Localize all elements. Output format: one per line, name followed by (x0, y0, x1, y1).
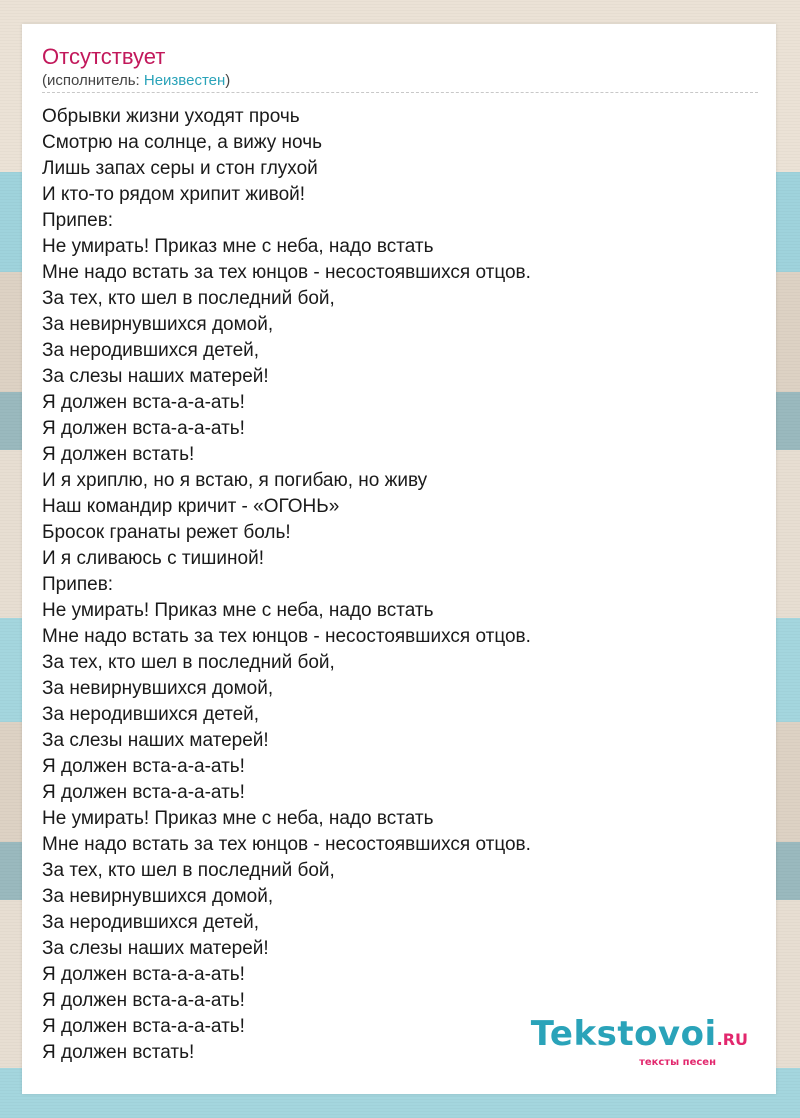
lyric-line: Мне надо встать за тех юнцов - несостоявшихся отцов. (42, 262, 531, 283)
song-title: Отсутствует (42, 44, 166, 69)
lyric-line: За неродившихся детей, (42, 704, 260, 725)
lyric-line: Не умирать! Приказ мне с неба, надо встать (42, 600, 434, 621)
lyric-line: Я должен встать! (42, 1042, 195, 1063)
lyric-line: За невирнувшихся домой, (42, 314, 274, 335)
lyric-line: Наш командир кричит - «ОГОНЬ» (42, 496, 340, 517)
lyric-line: И кто-то рядом хрипит живой! (42, 184, 306, 205)
lyrics-text (42, 104, 758, 1066)
lyric-line: Я должен вста-а-а-ать! (42, 418, 245, 439)
lyric-line: Я должен вста-а-а-ать! (42, 964, 245, 985)
lyric-line: Я должен вста-а-а-ать! (42, 782, 245, 803)
lyric-line: За слезы наших матерей! (42, 366, 269, 387)
lyric-line: Я должен встать! (42, 444, 195, 465)
lyric-line: За слезы наших матерей! (42, 938, 269, 959)
lyric-line: Я должен вста-а-а-ать! (42, 392, 245, 413)
lyric-line: Мне надо встать за тех юнцов - несостоявшихся отцов. (42, 834, 531, 855)
lyric-line: За невирнувшихся домой, (42, 678, 274, 699)
logo-tagline: тексты песен (639, 1057, 716, 1068)
lyric-line: За тех, кто шел в последний бой, (42, 288, 335, 309)
lyric-line: Не умирать! Приказ мне с неба, надо встать (42, 236, 434, 257)
logo-wordmark (530, 1014, 748, 1057)
lyric-line: За тех, кто шел в последний бой, (42, 652, 335, 673)
lyric-line: Лишь запах серы и стон глухой (42, 158, 318, 179)
lyric-line: Бросок гранаты режет боль! (42, 522, 291, 543)
lyric-line: Я должен вста-а-а-ать! (42, 756, 245, 777)
lyric-line: Припев: (42, 574, 114, 595)
lyric-line: За невирнувшихся домой, (42, 886, 274, 907)
lyrics-card (22, 24, 776, 1094)
artist-suffix: ) (225, 72, 231, 89)
lyric-line: За неродившихся детей, (42, 340, 260, 361)
lyric-line: Припев: (42, 210, 114, 231)
lyric-line: Обрывки жизни уходят прочь (42, 106, 300, 127)
site-logo[interactable] (530, 1014, 748, 1068)
logo-tld: .RU (716, 1030, 748, 1049)
lyric-line: За слезы наших матерей! (42, 730, 269, 751)
lyric-line: Я должен вста-а-а-ать! (42, 1016, 245, 1037)
lyric-line: И я хриплю, но я встаю, я погибаю, но живу (42, 470, 428, 491)
lyric-line: Я должен вста-а-а-ать! (42, 990, 245, 1011)
artist-line (42, 72, 230, 90)
lyric-line: И я сливаюсь с тишиной! (42, 548, 264, 569)
lyric-line: Смотрю на солнце, а вижу ночь (42, 132, 322, 153)
lyric-line: За тех, кто шел в последний бой, (42, 860, 335, 881)
header-divider (42, 92, 758, 93)
artist-prefix: (исполнитель: (42, 72, 144, 89)
lyric-line: Мне надо встать за тех юнцов - несостоявшихся отцов. (42, 626, 531, 647)
lyric-line: Не умирать! Приказ мне с неба, надо встать (42, 808, 434, 829)
lyric-line: За неродившихся детей, (42, 912, 260, 933)
artist-link[interactable]: Неизвестен (143, 72, 226, 89)
logo-name: Tekstovoi (530, 1014, 717, 1054)
